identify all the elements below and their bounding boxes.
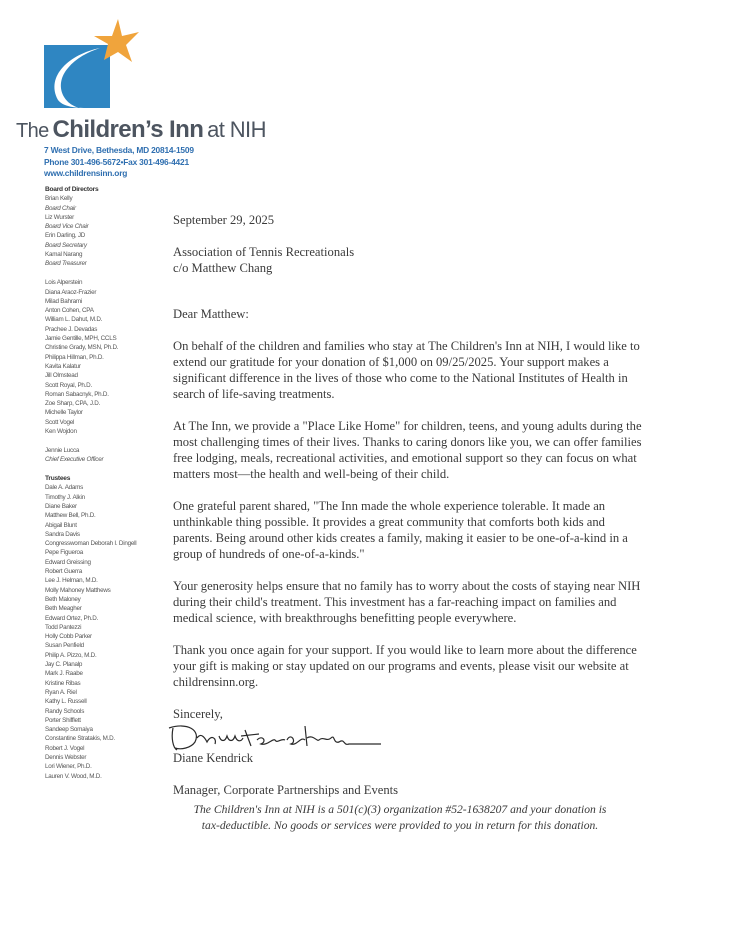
- officer-name: Kamal Narang: [45, 251, 83, 259]
- org-name-prefix: The: [16, 120, 49, 142]
- org-name-suffix: at NIH: [207, 117, 266, 142]
- trustee-name: Todd Pantezzi: [45, 623, 82, 631]
- handwritten-signature-icon: [167, 716, 387, 756]
- trustee-name: Kristine Ribas: [45, 679, 81, 687]
- officer-title: Board Treasurer: [45, 260, 87, 268]
- trustee-name: Timothy J. Alkin: [45, 493, 85, 501]
- trustee-name: Kathy L. Russell: [45, 698, 87, 706]
- paragraph-mission: At The Inn, we provide a "Place Like Home" for children, teens, and young adults during the most challenging times of their lives. Thanks to caring donors like you, we can offer families free lodging, meals, recreational activities, and emotional support so they can focus on what matters most—the health and well-being of their child.: [173, 419, 642, 481]
- paragraph-testimonial: One grateful parent shared, "The Inn made the whole experience tolerable. It made an unthinkable thing possible. It provides a great community that comforts both kids and parents. Being around other kids creates a family, making it easier to be one-of-a-kind in a group of hundreds of one-of-a-kinds.": [173, 499, 628, 561]
- address: 7 West Drive, Bethesda, MD 20814-1509: [44, 145, 194, 155]
- contact-block: [44, 145, 194, 180]
- director-name: Roman Sabacnyk, Ph.D.: [45, 390, 109, 398]
- trustee-name: Edward Greissing: [45, 558, 91, 566]
- trustee-name: Ryan A. Riel: [45, 688, 77, 696]
- director-name: Philippa Hillman, Ph.D.: [45, 353, 104, 361]
- officer-title: Board Vice Chair: [45, 223, 89, 231]
- director-name: Ken Wojdon: [45, 428, 77, 436]
- director-name: Prachee J. Devadas: [45, 325, 98, 333]
- trustee-name: Philip A. Pizzo, M.D.: [45, 651, 97, 659]
- trustee-name: Diane Baker: [45, 502, 77, 510]
- trustee-name: Beth Meagher: [45, 605, 82, 613]
- director-name: Diana Araoz-Frazier: [45, 288, 97, 296]
- trustee-name: Holly Cobb Parker: [45, 633, 92, 641]
- trustee-name: Beth Maloney: [45, 595, 81, 603]
- trustee-name: Lauren V. Wood, M.D.: [45, 772, 102, 780]
- trustee-name: Robert Guerra: [45, 568, 82, 576]
- letter-body: [173, 212, 643, 798]
- trustee-name: Mark J. Raabe: [45, 670, 83, 678]
- trustee-name: Randy Schools: [45, 707, 85, 715]
- director-name: Jill Olmstead: [45, 372, 78, 380]
- spacer: [45, 465, 136, 475]
- paragraph-thanks: Thank you once again for your support. If you would like to learn more about the difference your gift is making or stay updated on our programs and events, please visit our website at childrensinn.org.: [173, 643, 637, 689]
- recipient-block: [173, 244, 643, 276]
- officer-name: Erin Darling, JD: [45, 232, 86, 240]
- director-name: Zoe Sharp, CPA, J.D.: [45, 400, 101, 408]
- ceo-name: Jennie Lucca: [45, 446, 80, 454]
- trustee-name: Matthew Bell, Ph.D.: [45, 512, 96, 520]
- officer-name: Liz Wurster: [45, 213, 74, 221]
- trustee-name: Sandeep Somaiya: [45, 726, 93, 734]
- director-name: Anton Cohen, CPA: [45, 307, 94, 315]
- director-name: Jamie Gentille, MPH, CCLS: [45, 335, 117, 343]
- trustee-name: Constantine Stratakis, M.D.: [45, 735, 115, 743]
- website-link[interactable]: www.childrensinn.org: [44, 168, 128, 178]
- childrens-inn-logo: [40, 14, 140, 114]
- director-name: Michelle Taylor: [45, 409, 83, 417]
- ceo-title: Chief Executive Officer: [45, 456, 104, 464]
- officer-title: Board Chair: [45, 204, 76, 212]
- org-name: [16, 116, 266, 144]
- recipient-care-of: c/o Matthew Chang: [173, 261, 273, 275]
- director-name: Kavita Kalatur: [45, 362, 81, 370]
- spacer: [45, 269, 136, 279]
- director-name: Scott Royal, Ph.D.: [45, 381, 92, 389]
- trustee-name: Pepe Figueroa: [45, 549, 84, 557]
- director-name: Scott Vogel: [45, 418, 75, 426]
- trustee-name: Lee J. Helman, M.D.: [45, 577, 98, 585]
- signer-title: Manager, Corporate Partnerships and Events: [173, 783, 399, 797]
- signer-name: Diane Kendrick: [173, 751, 254, 765]
- recipient-org: Association of Tennis Recreationals: [173, 245, 355, 259]
- org-name-main: Children’s Inn: [52, 116, 204, 143]
- director-name: Milad Bahrami: [45, 297, 82, 305]
- paragraph-gratitude: On behalf of the children and families who stay at The Children's Inn at NIH, I would like to extend our gratitude for your donation of $1,000 on 09/25/2025. Your support makes a significant difference in the lives of those who come to the National Institutes of Health in search of life-saving treatments.: [173, 339, 640, 401]
- phone-fax: Phone 301-496-5672•Fax 301-496-4421: [44, 156, 189, 167]
- spacer: [45, 436, 136, 446]
- trustee-name: Molly Mahoney Matthews: [45, 586, 111, 594]
- board-heading: Board of Directors: [45, 186, 99, 193]
- trustee-name: Porter Shifflett: [45, 716, 81, 724]
- trustee-name: Congresswoman Deborah I. Dingell: [45, 540, 137, 548]
- officer-title: Board Secretary: [45, 241, 87, 249]
- tax-deductible-note: The Children's Inn at NIH is a 501(c)(3) organization #52-1638207 and your donation is tax-deductible. No goods or services were provided to you in return for this donation.: [193, 803, 607, 832]
- trustee-name: Lori Wiener, Ph.D.: [45, 763, 92, 771]
- logo-star-square-icon: [40, 14, 140, 114]
- director-name: Lois Alperstein: [45, 279, 83, 287]
- trustee-name: Sandra Davis: [45, 530, 80, 538]
- trustee-name: Susan Penfield: [45, 642, 84, 650]
- closing: Sincerely,: [173, 707, 223, 721]
- board-sidebar: [45, 185, 136, 781]
- trustees-heading: Trustees: [45, 475, 71, 483]
- signature-image: [173, 728, 643, 756]
- officer-name: Brian Kelly: [45, 195, 73, 203]
- trustee-name: Dale A. Adams: [45, 484, 84, 492]
- director-name: Christine Grady, MSN, Ph.D.: [45, 344, 119, 352]
- trustee-name: Abigail Blunt: [45, 521, 77, 529]
- paragraph-impact: Your generosity helps ensure that no family has to worry about the costs of staying near NIH during their child's treatment. This investment has a far-reaching impact on families and medical science, with breakthroughs benefitting people everywhere.: [173, 579, 641, 625]
- trustee-name: Jay C. Planalp: [45, 661, 83, 669]
- director-name: William L. Dahut, M.D.: [45, 316, 103, 324]
- trustee-name: Robert J. Vogel: [45, 744, 85, 752]
- trustee-name: Dennis Webster: [45, 754, 87, 761]
- salutation: Dear Matthew:: [173, 307, 249, 321]
- letter-date: September 29, 2025: [173, 213, 275, 227]
- trustee-name: Edward Ortez, Ph.D.: [45, 614, 98, 622]
